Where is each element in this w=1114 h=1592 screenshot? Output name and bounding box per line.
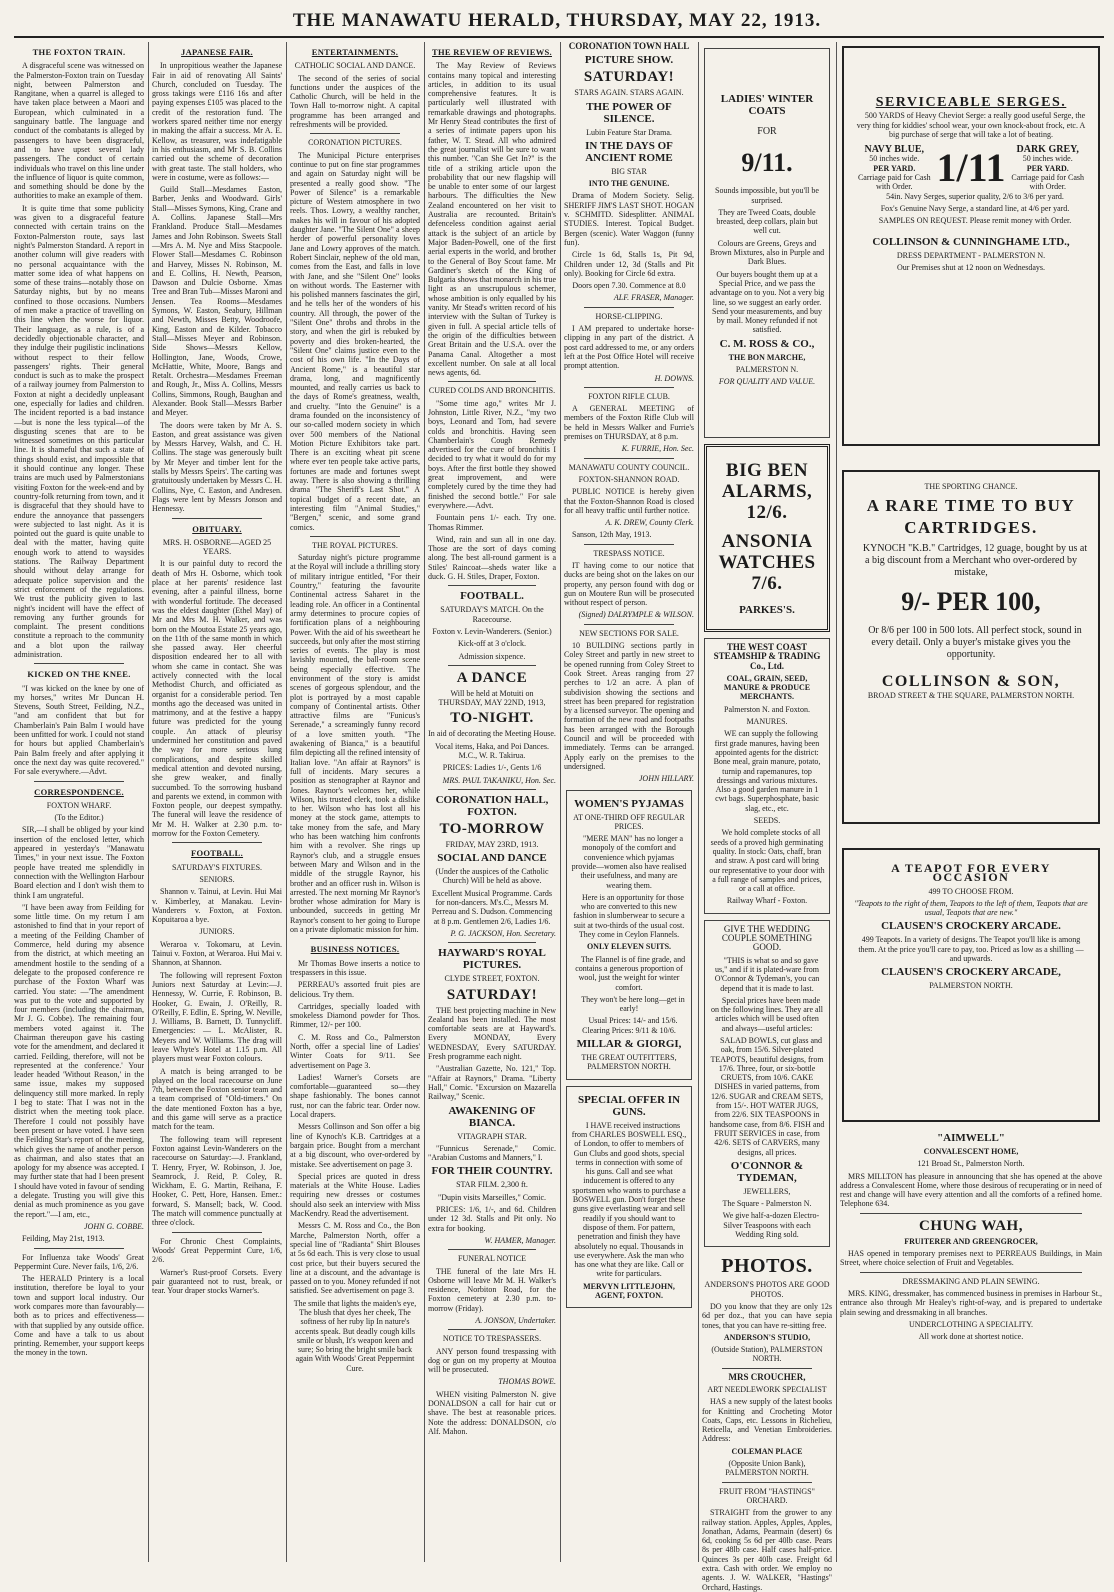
wedding-heading: GIVE THE WEDDING COUPLE SOMETHING GOOD. bbox=[721, 923, 813, 953]
short-notice: All work done at shortest notice. bbox=[918, 1332, 1024, 1342]
social-music: Excellent Musical Programme. Cards for non-dancers. M's.C., Messrs M. Perreau and S. Dudson. Commencing at 8 p.m. Gentlemen 2/6, Ladies 1/6. bbox=[431, 888, 553, 926]
poem: The smile that lights the maiden's eye, The blush that dyes her cheek, The softness of her ruby lip In nature's accents speak. But deadly cough kills smile or blush, It's weapon keen and sure; So bring the bright smile back again With Woods' Great Peppermint Cure. bbox=[293, 1298, 417, 1373]
big-star: BIG STAR bbox=[611, 166, 647, 176]
notice: Mr Thomas Bowe inserts a notice to trespassers in this issue. bbox=[290, 958, 420, 977]
saturday: SATURDAY! bbox=[583, 69, 675, 86]
seeds-heading: SEEDS. bbox=[753, 816, 781, 826]
samples-request: SAMPLES ON REQUEST. Please remit money with Order. bbox=[878, 216, 1072, 226]
serges-price: 1/11 bbox=[936, 145, 1006, 191]
divider bbox=[584, 307, 674, 308]
program-list: Drama of Modern Society. Selig. SHERIFF JIM'S LAST SHOT. HOGAN v. SCHMITD. Sidesplitter. ANIMAL STUDIES. Interest. Topical Budget. Bergen (scenic). Water Waggon (funny fun). bbox=[564, 191, 694, 247]
star-film: STAR FILM. 2,300 ft. bbox=[456, 1180, 528, 1190]
rifle-club-signature: K. FURRIE, Hon. Sec. bbox=[621, 444, 694, 454]
jewellers: JEWELLERS, bbox=[743, 1186, 791, 1196]
guns-advert bbox=[566, 1086, 692, 1309]
photos-title: PHOTOS. bbox=[721, 1255, 813, 1278]
council-paragraph: PUBLIC NOTICE is hereby given that the Foxton-Shannon Road is closed for all heavy traffic until further notice. bbox=[564, 487, 694, 515]
article-paragraph: Guild Stall—Mesdames Easton, Barber, Jenks and Woodward. Girls' Stall—Misses Symons, King, Crane and A. Collins. Japanese Stall—Mrs Frankland. Produce Stall—Mesdames James and John Robinson. Sweets Stall—Mrs A. M. Nye and Miss Stacpoole. Flower Stall—Mesdames C. Robinson and Harvey, Misses N. Robinson, M. and E. Collins, H. Newth, Pearson, Dawson and Dulcie Osborne. Xmas Tree and Bran Tub—Misses Maroni and Jensen. Tea Rooms—Mesdames Symons, W. Easton, Seabury, Hillman and Newth, Misses Betty, Woodroofe, King, Easton and de Kilder. Tobacco Stall—Misses Meyer and Robinson. Side Shows—Messrs Kellow, Hollington, Jane, Woods, Crowe, McHattie, White, Moore, Bangs and Retalt. Orchestra—Mesdames Freeman and Rough, Jr., Miss A. Collins, Messrs Collins, Simmons, Rough, Baughan and Alexander. Book Stall—Messrs Barber and Meyer. bbox=[152, 185, 282, 418]
sections-signature: JOHN HILLARY. bbox=[638, 774, 694, 784]
football-title: FOOTBALL. bbox=[460, 590, 524, 603]
aimwell: "AIMWELL" bbox=[937, 1132, 1005, 1144]
article-paragraph: "Some time ago," writes Mr J. Johnston, Little River, N.Z., "my two boys, Leonard and Tom, had severe colds and bronchitis. Having seen Chamberlain's Cough Remedy advertised for the cure of bronchitis I decided to try what it would do for my boys. After the first bottle they showed great improvement, and were completely cured by the time they had finished the second bottle." For sale everywhere.—Advt. bbox=[428, 398, 556, 510]
coats-price: 9/11. bbox=[741, 148, 793, 178]
hayward-address: CLYDE STREET, FOXTON. bbox=[444, 974, 540, 984]
guns-signature: MERVYN LITTLEJOHN, AGENT, FOXTON. bbox=[583, 1281, 675, 1300]
dupin: "Dupin visits Marseilles," Comic. bbox=[437, 1192, 547, 1202]
doors-open: Doors open 7.30. Commence at 8.0 bbox=[572, 281, 686, 291]
advert-chronic: For Chronic Chest Complaints, Woods' Great Peppermint Cure, 1/6, 2/6. bbox=[152, 1236, 282, 1265]
funeral-paragraph: THE funeral of the late Mrs H. Osborne will leave Mr M. H. Walker's residence, Norbiton Road, for the Foxton cemetery at 2.30 p.m. to-morrow (Friday). bbox=[428, 1266, 556, 1313]
west-coast-sub: COAL, GRAIN, SEED, MANURE & PRODUCE MERCHANTS. bbox=[723, 673, 811, 702]
pyjamas-paragraph: "MERE MAN" has no longer a monopoly of the comfort and convenience which pyjamas provide—women also have realised their usefulness, and many are wearing them. bbox=[571, 834, 687, 890]
fraser-manager: ALF. FRASER, Manager. bbox=[613, 293, 694, 303]
subheading-catholic-social: CATHOLIC SOCIAL AND DANCE. bbox=[294, 61, 416, 71]
divider bbox=[448, 1329, 536, 1330]
letter-paragraph: SIR,—I shall be obliged by your kind insertion of the enclosed letter, which appeared in yesterday's "Manawatu Times," in your next issue. The Foxton people have treated me splendidly in connection with the Wellington Harbour Board election and I don't wish them to think I am ungrateful. bbox=[14, 825, 144, 900]
navy-column bbox=[852, 145, 937, 191]
millar-sub: THE GREAT OUTFITTERS, PALMERSTON NORTH. bbox=[581, 1053, 677, 1072]
collinson-son: COLLINSON & SON, bbox=[881, 673, 1061, 691]
per-yard-right: PER YARD. bbox=[1026, 163, 1069, 173]
big-ben-advert bbox=[704, 444, 830, 632]
mrs-croucher: MRS CROUCHER, bbox=[728, 1371, 806, 1382]
football-admission: Admission sixpence. bbox=[458, 651, 526, 661]
rifle-club-heading: FOXTON RIFLE CLUB. bbox=[588, 391, 670, 401]
convalescent-home: CONVALESCENT HOME, bbox=[923, 1147, 1019, 1156]
trespassers-paragraph: ANY person found trespassing with dog or gun on my property at Moutoa will be prosecuted. bbox=[428, 1346, 556, 1375]
fixtures-title: SATURDAY'S FIXTURES. bbox=[171, 862, 263, 872]
divider bbox=[310, 133, 400, 134]
coleman-place: COLEMAN PLACE bbox=[731, 1446, 803, 1456]
clausen-arcade-2: CLAUSEN'S CROCKERY ARCADE, bbox=[881, 966, 1061, 979]
trespassers-signature: THOMAS BOWE. bbox=[498, 1377, 556, 1387]
convalescent-address: 121 Broad St., Palmerston North. bbox=[917, 1159, 1025, 1169]
column-2 bbox=[152, 42, 282, 1562]
guns-paragraph: I HAVE received instructions from CHARLES BOSWELL ESQ., of London, to offer to members of Gun Clubs and good shots, special terms in connection with some of his guns. Call and see what inducement is offered to any sportsmen who wants to purchase a BOSWELL gun. Don't forget these guns give everlasting wear and sell readily if you should want to dispose of them. For pattern, penetration and finish they have absolutely no equal. Thousands in use everywhere. Ask the man who has one what they are like. Call or write for particulars. bbox=[571, 1120, 687, 1279]
for-their-country: FOR THEIR COUNTRY. bbox=[431, 1165, 553, 1178]
pyjamas-advert bbox=[566, 790, 692, 1080]
pyjamas-sub: AT ONE-THIRD OFF REGULAR PRICES. bbox=[573, 812, 685, 831]
sections-heading: NEW SECTIONS FOR SALE. bbox=[579, 628, 679, 638]
masthead-rule bbox=[14, 36, 1104, 38]
ansonia-price: 7/6. bbox=[751, 573, 783, 594]
collinson-cunninghame: COLLINSON & CUNNINGHAME LTD., bbox=[872, 235, 1070, 248]
notice: Cartridges, specially loaded with smokeless Diamond powder for Thos. Rimmer, 12/- per 100. bbox=[290, 1001, 420, 1030]
divider bbox=[34, 1248, 124, 1249]
dressmaking-paragraph: MRS. KING, dressmaker, has commenced business in premises in Harbour St., entrance also through Mr Healey's right-of-way, and is prepared to undertake plain sewing and dressmaking in all branches. bbox=[840, 1288, 1102, 1317]
advert-warner: Warner's Rust-proof Corsets. Every pair guaranteed not to rust, break, or tear. Your draper stocks Warner's. bbox=[152, 1267, 282, 1296]
parkes: PARKES'S. bbox=[739, 604, 795, 616]
convalescent-paragraph: MRS MILLTON has pleasure in announcing that she has opened at the above address a Convalescent Home, where those desirous of recuperating or in need of rest and change will have every attention and all the comforts of a refined home. Telephone 634. bbox=[840, 1171, 1102, 1209]
article-paragraph: A match is being arranged to be played on the local racecourse on June 7th, between the Foxton senior team and a team comprised of "Old-timers." On the date mentioned Foxton has a bye, and this game will serve as a practice match for the team. bbox=[152, 1066, 282, 1132]
clausen-arcade: CLAUSEN'S CROCKERY ARCADE. bbox=[881, 920, 1061, 933]
article-paragraph: The doors were taken by Mr A. S. Easton, and great assistance was given by Messrs Harvey, Walsh, and C. H. Collins. The stage was generously built by Mr Meyer and timber lent for the stalls by Messrs Speirs'. The carting was gratuitously undertaken by Messrs C. H. Collins, Nye, C. Easton, and Andresen. Flags were lent by Messrs Jonson and Hennessy. bbox=[152, 420, 282, 514]
hayward-heading: HAYWARD'S ROYAL PICTURES. bbox=[438, 947, 546, 972]
notice: Messrs Collinson and Son offer a big line of Kynoch's K.B. Cartridges at a bargain price. Bought from a merchant at a big discount, who over-ordered by mistake. See advertisement on page 3. bbox=[290, 1122, 420, 1169]
tomorrow: TO-MORROW bbox=[439, 820, 545, 837]
fruiterer: FRUITERER AND GREENGROCER, bbox=[904, 1236, 1038, 1246]
article-paragraph: The May Review of Reviews contains many topical and interesting articles, in addition to its usual comprehensive features. It is particularly well illustrated with remarkable drawings and photographs. Mr Henry Stead contributes the first of a series of intimate papers upon his father, W. T. Stead. All who admired the great journalist will be sure to want this number. "Can She Get In?" is the title of a striking article upon the probability that our new flagship will be unable to enter some of our largest harbours. The difficulties the New Zealand encountered on her visit to Australia are recounted. Britain's defenceless condition against aerial attack is the subject of an article by Major Baden-Powell, one of the first aerial experts in the world, and brother to the General of Boy Scout fame. Mr Gardiner's sketch of the King of Bulgaria shows that monarch in his true light as an unscrupulous schemer, whose ambition is only equalled by his vanity. Mr Stead's written record of his interview with the Sultan of Turkey is given in full. A special article tells of the origin of the difficulties between Great Britain and the U.S.A. over the Panama Canal. Altogether a most excellent number. On sale at all local news agents, 6d. bbox=[428, 61, 556, 378]
column-5 bbox=[564, 42, 694, 1562]
column-3 bbox=[290, 42, 420, 1562]
football-sub: SATURDAY'S MATCH. On the Racecourse. bbox=[440, 605, 544, 624]
divider bbox=[448, 665, 536, 666]
photos-paragraph: DO you know that they are only 12s 6d per doz., that you can have sepia tones, that you can have re-sitting free. bbox=[702, 1301, 832, 1330]
quality-value: FOR QUALITY AND VALUE. bbox=[718, 377, 816, 387]
carriage-right: Carriage paid for Cash with Order. bbox=[1011, 173, 1085, 192]
divider bbox=[172, 842, 262, 843]
teapot-advert bbox=[842, 848, 1100, 1122]
serges-paragraph: 54in. Navy Serges, superior quality, 2/6 to 3/6 per yard. bbox=[886, 191, 1064, 201]
anderson-studio: ANDERSON'S STUDIO, bbox=[723, 1332, 811, 1342]
coats-paragraph: Colours are Greens, Greys and Brown Mixtures, also in Purple and Dark Blues. bbox=[709, 238, 825, 267]
picture-show: PICTURE SHOW. bbox=[584, 54, 674, 67]
trespass-signature: (Signed) DALRYMPLE & WILSON. bbox=[578, 610, 694, 620]
oconnor-tydeman: O'CONNOR & TYDEMAN, bbox=[730, 1159, 804, 1184]
stars-again: STARS AGAIN. STARS AGAIN. bbox=[574, 88, 684, 98]
sections-paragraph: 10 BUILDING sections partly in Coley Street and partly in new street to be opened running from Coley Street to Cook Street. Areas ranging from 27 perches to 1/2 an acre. A plan of subdivision showing the sections and street has been prepared for registration by a licensed surveyor. The opening and formation of the new road and footpaths has been arranged with the Borough Council and will be proceeded with immediately. Terms can be arranged. Apply early on the premises to the undersigned. bbox=[564, 641, 694, 771]
chung-wah: CHUNG WAH, bbox=[919, 1217, 1023, 1234]
friday-date: FRIDAY, MAY 23RD, 1913. bbox=[445, 839, 539, 849]
column-4 bbox=[428, 42, 556, 1562]
advert-stiles: Wind, rain and sun all in one day. Those are the sort of days coming along. The best all-round garment is a Stiles' Raincoat—sheds water like a duck. G. H. Stiles, Draper, Foxton. bbox=[428, 534, 556, 582]
heading-kicked-knee: KICKED ON THE KNEE. bbox=[27, 669, 131, 680]
teapot-list: 499 Teapots. In a variety of designs. The Teapot you'll like is among them. At the price you'll care to pay, too. Priced as low as a shilling —and upwards. bbox=[858, 935, 1084, 964]
horse-clipping-paragraph: I AM prepared to undertake horse-clipping in any part of the district. A post card addressed to me, or any orders left at the Post Office Hotel will receive prompt attention. bbox=[564, 324, 694, 371]
divider bbox=[448, 585, 536, 586]
divider bbox=[860, 1272, 1082, 1273]
subheading-foxton-wharf: FOXTON WHARF. bbox=[46, 800, 112, 810]
pyjamas-prices: Usual Prices: 14/- and 15/6. Clearing Prices: 9/11 & 10/6. bbox=[582, 1016, 678, 1035]
advert-pens: Fountain pens 1/- each. Try one. Thomas Rimmer. bbox=[428, 513, 556, 532]
heading-football: FOOTBALL. bbox=[190, 848, 244, 859]
dance-title: A DANCE bbox=[456, 669, 528, 686]
serges-price-row bbox=[852, 145, 1090, 191]
article-paragraph: The Municipal Picture enterprises continue to put on fine star programmes and again on Saturday night will be presented a really good show. "The Power of Silence" is a remarkable picture of Western atmosphere in two reels. Thos. Lowry, a wealthy rancher, makes his will in favour of his adopted daughter Jane. "The Silent One" a sheep herder of powerful personality loves Jane and Lowry approves of the match. Robert Sinclair, nephew of the old man, comes from the East, and falls in love with Jane, and she "Silent One" looks on without words. The Easterner with his polished manners fascinates the girl, and he tells her of the wonders of his country. All through, the power of the "Silent One" throbs and throbs in the story, and when the girl is rebuked by poverty and dies broken-hearted, the "Silent One" claims justice even to the cost of his own life. "In the Days of Ancient Rome," is a beautiful star drama, long, and magnificently mounted, and really carries us back to the days of Rome's greatness, wealth, and cruelty. "Into the Genuine" is a drama founded on the inconsistency of our so-called modern society in which over 500 members of the National Motion Picture Exhibitors take part. There is an exciting wheat pit scene where ever ten people take active parts, fortunes are made and fortunes swept away. There is also showing a thrilling drama "The Sheriff's Last Shot." A topical budget of a recent date, an interesting film "Animal Studies," "Bergen," scenic, and some grand comics. bbox=[290, 150, 420, 532]
trespassers-heading: NOTICE TO TRESPASSERS. bbox=[442, 1334, 542, 1344]
kynoch-price: 9/- PER 100, bbox=[901, 587, 1041, 617]
grey-column bbox=[1005, 145, 1090, 191]
column-6 bbox=[702, 42, 832, 1592]
column-rule bbox=[560, 42, 561, 1562]
council-date: Sanson, 12th May, 1913. bbox=[572, 530, 652, 540]
awakening-title: AWAKENING OF BIANCA. bbox=[448, 1104, 536, 1129]
divider bbox=[34, 781, 124, 782]
divider bbox=[584, 624, 674, 625]
dance-aid: In aid of decorating the Meeting House. bbox=[428, 729, 556, 739]
advert-woods: For Influenza take Woods' Great Peppermint Cure. Never fails, 1/6, 2/6. bbox=[14, 1252, 144, 1271]
kynoch-paragraph: KYNOCH "K.B." Cartridges, 12 guage, bought by us at a big discount from a Merchant who over-ordered by mistake, bbox=[862, 543, 1088, 579]
divider bbox=[448, 381, 536, 382]
big-ben-price: 12/6. bbox=[746, 502, 788, 523]
rare-time: A RARE TIME TO BUY CARTRIDGES. bbox=[866, 496, 1076, 538]
wedding-paragraph: "THIS is what so and so gave us," and if it is plated-ware from O'Connor & Tydeman's, you can depend that it is made to last. bbox=[714, 955, 820, 993]
notice: Messrs C. M. Ross and Co., the Bon Marche, Palmerston North, offer a special line of "Radianta" Shirt Blouses at 5s 6d each. This is very close to usual cost price, but their buyers secured the line at a discount, and the advantage is passed on to you. Money refunded if not satisfied. See advertisement on page 3. bbox=[290, 1221, 420, 1296]
wedding-advert bbox=[704, 920, 830, 1248]
needlework-paragraph: HAS a new supply of the latest books for Knitting and Crocheting Motor Coats, Caps, etc. Lessons in Richelieu, Reticella, and Venetian Embroideries. Address: bbox=[702, 1397, 832, 1444]
cartridges-advert bbox=[842, 470, 1100, 824]
council-signature: A. K. DREW, County Clerk. bbox=[605, 518, 694, 528]
big-ben: BIG BEN ALARMS, bbox=[721, 460, 813, 502]
wedding-list: SALAD BOWLS, cut glass and oak, from 15/6. Silver-plated TEAPOTS, beautiful designs, from 17/6. Three, four, or six-bottle CRUETS, from 10/6. CAKE DISHES in varied patterns, from 12/6. SUGAR and CREAM SETS, from 15/-. HOT WATER JUGS, from 22/6. SIX TEASPOONS in handsome case, from 8/6. FISH and FRUIT SERVICES in case, from 42/6. SETS of CARVERS, many designs, all prices. bbox=[709, 1035, 825, 1157]
article-paragraph: In unpropitious weather the Japanese Fair in aid of renovating All Saints' Church, concluded on Tuesday. The gross takings were £116 16s and after paying expenses £105 was placed to the credit of the restoration fund. The workers spared neither time nor energy in making the affair a success. Mr A. E. Kellow, as treasurer, was indefatigable in his enthusiasm, and Mr S. B. Collins carried out the scheme of decoration with great taste. The stall holders, who were in costume, were as follows:— bbox=[152, 61, 282, 182]
subheading-cured-colds: CURED COLDS AND BRONCHITIS. bbox=[428, 386, 556, 396]
divider bbox=[448, 1249, 536, 1250]
coleman-sub: (Opposite Union Bank), PALMERSTON NORTH. bbox=[725, 1459, 809, 1478]
circle-prices: Circle 1s 6d, Stalls 1s, Pit 9d, Children under 12, 3d (Stalls and Pit only). Booking for Circle 6d extra. bbox=[564, 250, 694, 278]
per-yard-left: PER YARD. bbox=[873, 163, 916, 173]
grey-width: 50 inches wide. bbox=[1022, 154, 1073, 164]
notice: C. M. Ross and Co., Palmerston North, offer a special line of Ladies' Winter Coats for 9/11. See advertisement on Page 3. bbox=[290, 1032, 420, 1070]
masthead: THE MANAWATU HERALD, THURSDAY, MAY 22, 1913. bbox=[292, 10, 822, 31]
wednesday-closing: Our Premises shut at 12 noon on Wednesdays. bbox=[896, 262, 1046, 272]
column-rule bbox=[286, 42, 287, 1562]
heading-foxton-train: THE FOXTON TRAIN. bbox=[32, 47, 126, 57]
seniors-heading: SENIORS. bbox=[199, 874, 235, 884]
juniors-heading: JUNIORS. bbox=[199, 927, 235, 937]
pyjamas-title: WOMEN'S PYJAMAS bbox=[574, 797, 684, 810]
divider bbox=[860, 1213, 1082, 1214]
dance-details: Will be held at Motuiti on THURSDAY, MAY 22ND, 1913, bbox=[438, 688, 546, 708]
hayward-prices: PRICES: 1/6, 1/-, and 6d. Children under 12 3d. Stalls and Pit only. No extra for booking. bbox=[428, 1205, 556, 1233]
wedding-paragraph: We give half-a-dozen Electro-Silver Teaspoons with each Wedding Ring sold. bbox=[722, 1211, 820, 1240]
column-rule bbox=[836, 42, 837, 1562]
needlework: ART NEEDLEWORK SPECIALIST bbox=[707, 1385, 827, 1394]
sporting-chance: THE SPORTING CHANCE. bbox=[924, 482, 1018, 491]
heading-correspondence: CORRESPONDENCE. bbox=[34, 786, 124, 797]
orchard-paragraph: STRAIGHT from the grower to any railway station. Apples, Apples, Apples, Jonathan, Adams, Pearmain (desert) 6s 6d, cooking 5s 6d per 40lb case. Pears 8s per 48lb case. Half cases half-price. Quinces 3s per 40lb case. Freight 6d extra. Cash with order. We employ no agents. J. W. WALKER, "Hastings" Orchard, Hastings. bbox=[702, 1508, 832, 1592]
obituary-subheading: MRS. H. OSBORNE—AGED 25 YEARS. bbox=[162, 537, 272, 557]
lubin: Lubin Feature Star Drama. bbox=[586, 127, 672, 137]
pyjamas-paragraph: Here is an opportunity for those who are converted to this new fashion in slumberwear to secure a suit at two-thirds of the usual cost. They come in Ceylon Flannels. bbox=[573, 892, 685, 940]
council-sub: FOXTON-SHANNON ROAD. bbox=[578, 474, 680, 484]
trespass-heading: TRESPASS NOTICE. bbox=[593, 548, 665, 558]
navy-blue: NAVY BLUE, bbox=[864, 144, 924, 156]
divider bbox=[448, 942, 536, 943]
funeral-signature: A. JONSON, Undertaker. bbox=[475, 1315, 556, 1325]
serges-paragraph: 500 YARDS of Heavy Cheviot Serge: a really good useful Serge, the very thing for kiddies' school wear, your own knock-about frock, etc. A big purchase of serge that will take a lot of beating. bbox=[856, 111, 1086, 139]
divider bbox=[34, 663, 124, 664]
divider bbox=[172, 1232, 262, 1233]
advert-herald-printery: The HERALD Printery is a local institution, therefore be loyal to your town and support local industry. Our work compares more than favourably—both as to prices and effectiveness—with that supplied by any outside office. Come and have a talk to us about printing. Remember, your support keeps the money in the town. bbox=[14, 1274, 144, 1358]
vitagraph-star: VITAGRAPH STAR. bbox=[457, 1131, 527, 1141]
social-signature: P. G. JACKSON, Hon. Secretary. bbox=[450, 928, 556, 938]
divider bbox=[584, 544, 674, 545]
notice: PERREAU's assorted fruit pies are delicious. Try them. bbox=[290, 980, 420, 999]
divider bbox=[584, 458, 674, 459]
choose-from: 499 TO CHOOSE FROM. bbox=[928, 886, 1014, 896]
manures-paragraph: WE can supply the following first grade manures, having been appointed agents for the district: Bone meal, grain manure, potato, turnip and rapemanures, top dressings and various mixtures. Also a good garden manure in 1 cwt bags. Superphosphate, basic slag, etc., etc. bbox=[713, 729, 821, 813]
wedding-paragraph: Special prices have been made on the following lines. They are all articles which will be used often and always—useful articles: bbox=[710, 995, 824, 1033]
winter-coats-advert bbox=[704, 48, 830, 438]
heading-business-notices: BUSINESS NOTICES. bbox=[310, 944, 400, 955]
divider bbox=[722, 1482, 812, 1483]
teapot-verse: "Teapots to the right of them, Teapots to the left of them, Teapots that are usual, Teapots that are new." bbox=[854, 898, 1088, 918]
funicus-list: "Funnicus Serenade," Comic. "Arabian Customs and Manners," I. bbox=[428, 1143, 556, 1163]
days-of-ancient-rome: IN THE DAYS OF ANCIENT ROME bbox=[585, 139, 673, 164]
dark-grey: DARK GREY, bbox=[1016, 144, 1079, 156]
coats-title: LADIES' WINTER COATS bbox=[720, 93, 814, 117]
chung-paragraph: HAS opened in temporary premises next to PERREAUS Buildings, in Main Street, where choice selection of Fruit and Vegetables. bbox=[840, 1249, 1102, 1268]
power-of-silence: THE POWER OF SILENCE. bbox=[586, 100, 672, 125]
dance-signature: MRS. PAUL TAKANIKU, Hon. Sec. bbox=[442, 775, 556, 785]
serges-title: SERVICEABLE SERGES. bbox=[875, 95, 1067, 110]
article-paragraph: "I was kicked on the knee by one of my horses," writes Mr Duncan H. Stevens, South Street, Feilding, N.Z., "and am confident that but for Chamberlain's Pain Balm I would have been unfitted for work. I could not stand for hours but applied Chamberlain's Pain Balm freely and after applying it once the next day was quite recovered." For sale everywhere.—Advt. bbox=[14, 683, 144, 777]
letter-paragraph: "I have been away from Feilding for some little time. On my return I am astonished to find that in your report of a meeting of the Feilding Chamber of Commerce, held during my absence from the district, at which meeting an amendment hostile to the sending of a delegate to the proposed conference re purchase of the Foxton Wharf was carried. You state: —'The amendment was put to the vote and supported by four members (including the chairman, Mr J. G. Cobbe). The remaining four members voted against it. The Chairman thereupon gave his casting vote for the amendment, and declared it carried. Feilding, therefore, will not be represented at the conference.' Your leader headed 'Without Reason,' in the same issue, makes my supposed delinquency still more marked. In reply I beg to state: That I was not in the district when the meeting took place. Therefore I could not possibly have been present or have voted. I have seen the Feilding Star's report of the meeting, which gives the name of another person as chairman, and also states that an apology for my absence was accepted. I may further state that had I been present I should have voted in favour of sending a delegate. Trusting you will give this denial as much prominence as you gave the report."—I am, etc., bbox=[14, 902, 144, 1219]
carriage-left: Carriage paid for Cash with Order. bbox=[857, 173, 931, 192]
council-heading: MANAWATU COUNTY COUNCIL. bbox=[568, 462, 690, 472]
west-coast-location: Palmerston N. and Foxton. bbox=[724, 704, 810, 714]
horse-clipping-heading: HORSE-CLIPPING. bbox=[595, 311, 663, 321]
serges-paragraph: Fox's Genuine Navy Serge, a standard line, at 4/6 per yard. bbox=[880, 203, 1070, 213]
pyjamas-paragraph: They won't be here long—get in early! bbox=[581, 994, 685, 1014]
manures-heading: MANURES. bbox=[746, 717, 788, 727]
article-paragraph: It is quite time that some publicity was given to a disgraceful feature connected with certain trains on the Foxton-Palmerston route, says last night's Palmerston Standard. A report in another column will give readers with no personal acquaintance with the matter some idea of what happens on some of these trains—notably those on Saturday nights, but by no means confined to those occasions. Numbers of men make a practice of travelling on this line when the worse for liquor. Their language, as a rule, is of a decidedly objectionable character, and they indulge their pugilistic inclinations without respect to their fellow passengers' rights. Their general conduct is such as to make the prospect of a railway journey from Palmerston to Foxton at night a decidedly unpleasant one, especially for ladies and children. The incident reported is a bad instance—but is none the less typical—of the disgusting scenes that are to be witnessed sometimes on this particular line. It is shameful that such a state of things should exist, and impossible that it should continue any longer. These trains are much used by Palmerstonians visiting Foxton for the week-end and by country-folk returning from town, and it is disgraceful that they should have to endure the annoyance that passengers were subjected to last night. As it is pointed out the guard is quite unable to deal with the matter, having quite enough work to attend to waysides stations. The Railway Department should without delay arrange for adequate police supervision and the strict enforcement of the regulations. We trust the publicity given to last night's incident will have the effect of removing any further grounds for complaint. The present conditions constitute a reproach to the community and a blot upon the railway administration. bbox=[14, 203, 144, 659]
west-coast-heading: THE WEST COAST STEAMSHIP & TRADING Co., Ltd. bbox=[713, 642, 821, 671]
underclothing: UNDERCLOTHING A SPECIALITY. bbox=[908, 1319, 1034, 1329]
clausen-location: PALMERSTON NORTH. bbox=[929, 981, 1013, 991]
football-kickoff: Kick-off at 3 o'clock. bbox=[458, 639, 526, 649]
notice: Special prices are quoted in dress materials at the White House. Ladies requiring new dresses or costumes should also seek an interview with Miss MacKendry. Read the advertisement. bbox=[290, 1171, 420, 1219]
coats-for: FOR bbox=[757, 126, 777, 137]
rifle-club-paragraph: A GENERAL MEETING of members of the Foxton Rifle Club will be held in Messrs Walker and Furrie's premises on THURSDAY, at 8 p.m. bbox=[564, 404, 694, 442]
divider bbox=[584, 387, 674, 388]
article-paragraph: It is our painful duty to record the death of Mrs H. Osborne, which took place at her parents' residence last evening, after a painful illness, borne with wonderful fortitude. The deceased was the eldest daughter (Ethel May) of Mr and Mrs M. H. Walker, and was born on the Moutoa Estate 25 years ago, on the 11th of the same month in which she passed away. Her cheerful disposition endeared her to all with whom she came in contact. She was actively connected with the local Methodist Church, and officiated as organist for a considerable period. Ten months ago the deceased was united in matrimony, and at the festive a happy future was predicted for the young couple. An attack of pleurisy undermined her constitution and paved the way for more serious lung complications, and despite skilled medical attention and devoted nursing, she grew weaker, and finally succumbed. To the sorrowing husband and parents we extend, in common with Foxton people, our deepest sympathy. The funeral will leave the residence of Mr M. H. Walker at 2.30 p.m. to-morrow for the Foxton Cemetery. bbox=[152, 559, 282, 839]
pyjamas-paragraph: The Flannel is of fine grade, and contains a generous proportion of wool, just the weight for winter comfort. bbox=[575, 954, 686, 992]
letter-signature: JOHN G. COBBE. bbox=[84, 1221, 144, 1231]
hayward-paragraph: THE best projecting machine in New Zealand has been installed. The most comfortable seats are at Hayward's. Every MONDAY, Every WEDNESDAY, Every SATURDAY. Fresh programme each night. bbox=[428, 1005, 556, 1062]
dressmaking-heading: DRESSMAKING AND PLAIN SEWING. bbox=[902, 1276, 1040, 1286]
coats-paragraph: Sounds impossible, but you'll be surprised. bbox=[715, 186, 819, 205]
letter-date: Feilding, May 21st, 1913. bbox=[22, 1234, 105, 1244]
divider bbox=[310, 938, 400, 939]
dance-prices: PRICES: Ladies 1/-, Gents 1/6 bbox=[442, 763, 542, 773]
photos-sub: ANDERSON'S PHOTOS ARE GOOD PHOTOS. bbox=[704, 1280, 830, 1299]
divider bbox=[310, 536, 400, 537]
coats-paragraph: They are Tweed Coats, double breasted, deep collars, plain but well cut. bbox=[716, 207, 818, 236]
teapot-title: A TEAPOT FOR EVERY OCCASION bbox=[891, 861, 1051, 885]
bon-marche: THE BON MARCHE, bbox=[728, 352, 806, 362]
railway-wharf: Railway Wharf - Foxton. bbox=[726, 896, 808, 906]
west-coast-advert bbox=[704, 638, 830, 914]
into-the-genuine: INTO THE GENUINE. bbox=[588, 179, 670, 189]
ansonia: ANSONIA WATCHES bbox=[718, 531, 816, 573]
hayward-saturday: SATURDAY! bbox=[446, 986, 538, 1003]
seniors-fixtures: Shannon v. Tainui, at Levin. Hui Mai v. Kimberley, at Manakau. Levin-Wanderers v. Foxton, at Foxton. Kopuitaroa a bye. bbox=[152, 887, 282, 925]
dance-tonight: TO-NIGHT. bbox=[450, 710, 534, 727]
column-rule bbox=[698, 42, 699, 1562]
divider bbox=[722, 1368, 812, 1369]
heading-review-of-reviews: THE REVIEW OF REVIEWS. bbox=[432, 47, 552, 57]
dress-department: DRESS DEPARTMENT - PALMERSTON N. bbox=[896, 250, 1046, 260]
millar-giorgi: MILLAR & GIORGI, bbox=[576, 1038, 682, 1051]
notice: Ladies! Warner's Corsets are comfortable—guaranteed so—they shape fashionably. The bones cannot rust, nor can the fabric tear. Order now. Local drapers. bbox=[290, 1072, 420, 1120]
heading-japanese-fair: JAPANESE FAIR. bbox=[181, 47, 253, 57]
broad-street: BROAD STREET & THE SQUARE, PALMERSTON NORTH. bbox=[867, 690, 1075, 700]
palmerston: PALMERSTON N. bbox=[735, 365, 799, 375]
article-paragraph: The second of the series of social functions under the auspices of the Catholic Church, will be held in the Town Hall to-morrow night. A capital programme has been arranged and refreshments will be provided. bbox=[290, 73, 420, 130]
subheading-coronation-pictures: CORONATION PICTURES. bbox=[308, 138, 402, 148]
column-rule bbox=[148, 42, 149, 1562]
divider bbox=[172, 518, 262, 519]
social-and-dance: SOCIAL AND DANCE bbox=[437, 852, 547, 865]
article-paragraph: The following will represent Foxton Juniors next Saturday at Levin:—J. Hennessy, W. Currie, F. Robinson, B. Hooker, G. Ewain, J. O'Reilly, R. O'Reilly, F. Edlin, E. Spring, W. Neville, J. Williams, B. Barnett, D. Tunnycliff. Emergencies: — L. McAlister, R. Meyers and W. Williams. The drag will leave Whyte's Hotel at 1.15 p.m. All players must wear Foxton colours. bbox=[152, 970, 282, 1064]
social-auspices: (Under the auspices of the Catholic Church) Will be held as above. bbox=[435, 867, 549, 886]
coats-paragraph: Our buyers bought them up at a Special Price, and we pass the advantage on to you. Not a very big line, so we suggest an early order. Send your measurements, and buy by mail. Money refunded if not satisfied. bbox=[709, 269, 825, 335]
hayward-list: "Australian Gazette, No. 121," Top. "Affair at Raynors," Drama. "Liberty Hall," Comic. "Excursion on Mazarella Railway," Scenic. bbox=[428, 1064, 556, 1102]
divider bbox=[448, 789, 536, 790]
trespass-paragraph: IT having come to our notice that ducks are being shot on the lakes on our property, any person found with dog or gun on Moutere Run will be prosecuted without respect of person. bbox=[564, 560, 694, 608]
football-teams: Foxton v. Levin-Wanderers. (Senior.) bbox=[432, 626, 552, 636]
orchard-heading: FRUIT FROM "HASTINGS" ORCHARD. bbox=[719, 1486, 815, 1505]
article-paragraph: Saturday night's picture programme at the Royal will include a thrilling story of military intrigue entitled, "For their Country," featuring the favourite Continental actress Saharet in the leading role. An officer in a Continental army determines to procure copies of fortification plans of a neighbouring Power. With the aid of his sweetheart he succeeds, but only after the most stirring series of events. The play is most lavishly mounted, the ball-room scene being especially effective. The environment of the story is amidst scenes of gorgeous splendour, and the plot is portrayed by a most capable company of Continental artists. Other attractive films are "Funicus's Serenade," a screamingly funny record of a love smitten youth. "The awakening of Bianca," is a beautiful film depicting all the refined intensity of Italian love. "An affair at Raynors" is full of incidents. Mary secures a position as stenographer at Raynor and Jones. Raynor's welcomes her, while Wilson, his trusted clerk, took a dislike to her. Wilson who has lost all his money at the stock game, attempts to take money from the safe, and Mary who has been watching him confronts him with a revolver. She rings up Raynor's club, and a struggle ensues between Mary and Wilson and in the middle of the struggle Raynor, his brother and an officer rush in. Wilson is arrested. The next morning Mr Raynor's brother whose admiration for Mary is unbounded, succeeds in getting Mr Raynor's consent to her going to Europe on a private diplomatic mission for him. bbox=[290, 553, 420, 935]
horse-clipping-signature: H. DOWNS. bbox=[654, 373, 694, 383]
pyjamas-only: ONLY ELEVEN SUITS. bbox=[586, 942, 672, 952]
heading-obituary: OBITUARY. bbox=[192, 523, 242, 534]
column-rule bbox=[424, 42, 425, 1562]
studio-sub: (Outside Station), PALMERSTON NORTH. bbox=[711, 1345, 823, 1364]
coronation-town-hall: CORONATION TOWN HALL bbox=[568, 41, 690, 51]
funeral-heading: FUNERAL NOTICE bbox=[458, 1254, 526, 1264]
column-7 bbox=[840, 42, 1102, 1562]
subheading-royal-pictures: THE ROYAL PICTURES. bbox=[312, 540, 398, 550]
donaldson-advert: WHEN visiting Palmerston N. give DONALDSON a call for hair cut or shave. The best at reasonable prices. Note the address: DONALDSON, c/o Alf. Mahon. bbox=[428, 1389, 556, 1436]
seeds-paragraph: We hold complete stocks of all seeds of a proved high germinating quality. In stock: Oats, chaff, bran and straw. A post card will bring our representative to your door with a full range of samples and prices, or a call at office. bbox=[709, 828, 825, 894]
kynoch-paragraph-2: Or 8/6 per 100 in 500 lots. All perfect stock, sound in every detail. Only a buyer's mistake gives you the opportunity. bbox=[868, 625, 1082, 661]
serges-advert bbox=[842, 46, 1100, 446]
column-1 bbox=[14, 42, 144, 1562]
juniors-fixtures: Weraroa v. Tokomaru, at Levin. Tainui v. Foxton, at Weraroa. Hui Mai v. Shannon, at Shannon. bbox=[152, 939, 282, 968]
hayward-manager: W. HAMER, Manager. bbox=[484, 1235, 556, 1245]
article-paragraph: A disgraceful scene was witnessed on the Palmerston-Foxton train on Tuesday night, between Palmerston and Rangitane, when a quarrel is alleged to have taken place between a Maori and European, which culminated in a sanguinary battle. The language and conduct of the combatants is alleged by passengers to have been disgraceful, and to have upset several lady passengers. The conduct of certain individuals who travel on this line under the influence of liquor is quite common, and something should be done by the authorities to make an example of them. bbox=[14, 61, 144, 201]
guns-title: SPECIAL OFFER IN GUNS. bbox=[577, 1093, 681, 1118]
heading-entertainments: ENTERTAINMENTS. bbox=[311, 47, 399, 57]
article-paragraph: The following team will represent Foxton against Levin-Wanderers on the racecourse on Saturday:—J. Frankland, T. Henry, Fryer, W. Robinson, J. Joe, Seamrock, J. Reid, P. Coley, R. Wickham, E. G. Martin, Reihana, F. Hooker, C. Pett, Hore, Hansen. Emer.: forward, S. Mansell; back, W. Cood. The match will commence punctually at three o'clock. bbox=[152, 1134, 282, 1228]
coronation-hall: CORONATION HALL, FOXTON. bbox=[435, 793, 549, 818]
ross-co: C. M. ROSS & CO., bbox=[719, 337, 815, 350]
dance-items: Vocal items, Haka, and Poi Dances. M.C., W. R. Takirua. bbox=[434, 741, 550, 760]
to-the-editor: (To the Editor.) bbox=[54, 813, 104, 823]
the-square: The Square - Palmerston N. bbox=[722, 1199, 812, 1209]
navy-width: 50 inches wide. bbox=[869, 154, 920, 164]
